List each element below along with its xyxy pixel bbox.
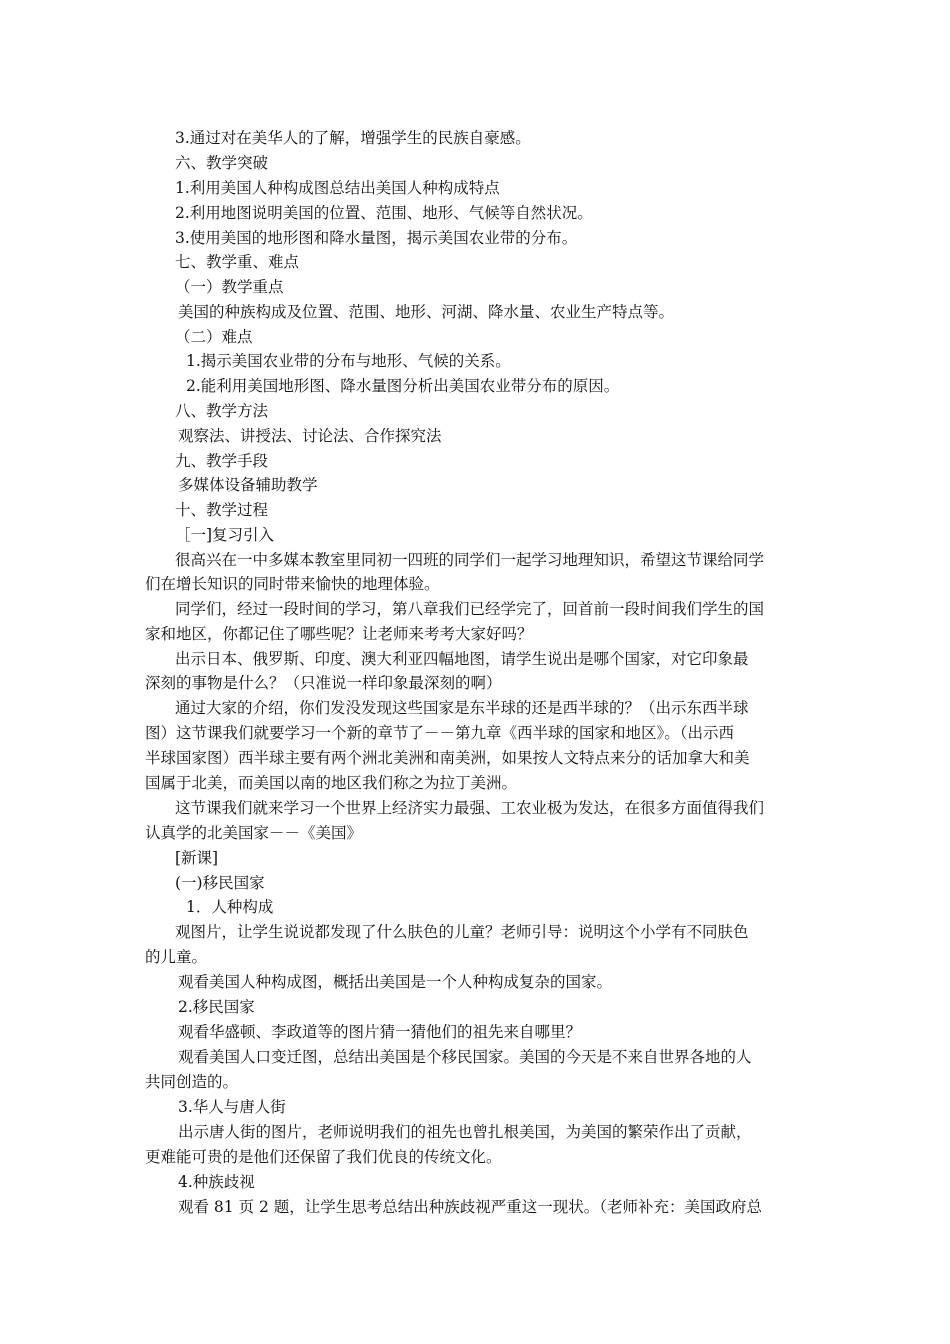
paragraph-line: 国属于北美，而美国以南的地区我们称之为拉丁美洲。: [145, 774, 518, 792]
paragraph-line: 同学们，经过一段时间的学习，第八章我们已经学完了，回首前一段时间我们学生的国: [175, 600, 765, 618]
subsection-heading: [新课]: [175, 849, 219, 867]
paragraph-line: 深刻的事物是什么？（只准说一样印象最深刻的啊）: [145, 674, 502, 692]
paragraph-line: 出示日本、俄罗斯、印度、澳大利亚四幅地图，请学生说出是哪个国家，对它印象最: [175, 650, 749, 668]
subsection-heading: 1．人种构成: [186, 898, 274, 916]
subsection-heading: 4.种族歧视: [178, 1173, 255, 1191]
paragraph-line: 观图片，让学生说说都发现了什么肤色的儿童？老师引导：说明这个小学有不同肤色: [175, 923, 749, 941]
paragraph-line: 的儿童。: [145, 948, 208, 966]
paragraph-line: 通过大家的介绍，你们发没发现这些国家是东半球的还是西半球的？（出示东西半球: [175, 699, 749, 717]
section-heading: 八、教学方法: [175, 402, 269, 420]
subsection-heading: (一)移民国家: [175, 874, 265, 892]
text-line: 3.使用美国的地形图和降水量图，揭示美国农业带的分布。: [175, 229, 578, 247]
text-line: 1.利用美国人种构成图总结出美国人种构成特点: [175, 179, 500, 197]
section-heading: 九、教学手段: [175, 452, 269, 470]
paragraph-line: 共同创造的。: [145, 1073, 239, 1091]
subsection-heading: 3.华人与唐人街: [178, 1098, 286, 1116]
subsection-heading: ［一]复习引入: [175, 526, 275, 544]
text-line: 观察法、讲授法、讨论法、合作探究法: [178, 427, 442, 445]
text-line: 2.能利用美国地形图、降水量图分析出美国农业带分布的原因。: [186, 377, 620, 395]
paragraph-line: 观看美国人种构成图，概括出美国是一个人种构成复杂的国家。: [178, 973, 613, 991]
section-heading: 七、教学重、难点: [175, 253, 300, 271]
paragraph-line: 观看 81 页 2 题，让学生思考总结出种族歧视严重这一现状。（老师补充：美国政府总: [178, 1198, 763, 1216]
section-heading: 十、教学过程: [175, 501, 269, 519]
text-line: 1.揭示美国农业带的分布与地形、气候的关系。: [186, 352, 511, 370]
text-line: 3.通过对在美华人的了解，增强学生的民族自豪感。: [175, 129, 531, 147]
text-line: 美国的种族构成及位置、范围、地形、河湖、降水量、农业生产特点等。: [178, 303, 675, 321]
paragraph-line: 半球国家图）西半球主要有两个洲北美洲和南美洲，如果按人文特点来分的话加拿大和美: [145, 749, 750, 767]
subsection-heading: （二）难点: [175, 328, 253, 346]
paragraph-line: 出示唐人街的图片，老师说明我们的祖先也曾扎根美国，为美国的繁荣作出了贡献，: [178, 1123, 752, 1141]
text-line: 多媒体设备辅助教学: [178, 476, 318, 494]
paragraph-line: 更难能可贵的是他们还保留了我们优良的传统文化。: [145, 1148, 502, 1166]
paragraph-line: 认真学的北美国家－－《美国》: [145, 824, 363, 842]
paragraph-line: 图）这节课我们就要学习一个新的章节了－－第九章《西半球的国家和地区》。（出示西: [145, 724, 735, 742]
subsection-heading: （一）教学重点: [175, 278, 284, 296]
paragraph-line: 们在增长知识的同时带来愉快的地理体验。: [145, 575, 440, 593]
paragraph-line: 很高兴在一中多媒本教室里同初一四班的同学们一起学习地理知识，希望这节课给同学: [175, 551, 765, 569]
paragraph-line: 家和地区，你都记住了哪些呢？让老师来考考大家好吗？: [145, 625, 533, 643]
paragraph-line: 观看美国人口变迁图，总结出美国是个移民国家。美国的今天是不来自世界各地的人: [178, 1048, 752, 1066]
subsection-heading: 2.移民国家: [178, 998, 255, 1016]
paragraph-line: 这节课我们就来学习一个世界上经济实力最强、工农业极为发达，在很多方面值得我们: [175, 799, 765, 817]
section-heading: 六、教学突破: [175, 154, 269, 172]
paragraph-line: 观看华盛顿、李政道等的图片猜一猜他们的祖先来自哪里？: [178, 1023, 582, 1041]
text-line: 2.利用地图说明美国的位置、范围、地形、气候等自然状况。: [175, 204, 593, 222]
